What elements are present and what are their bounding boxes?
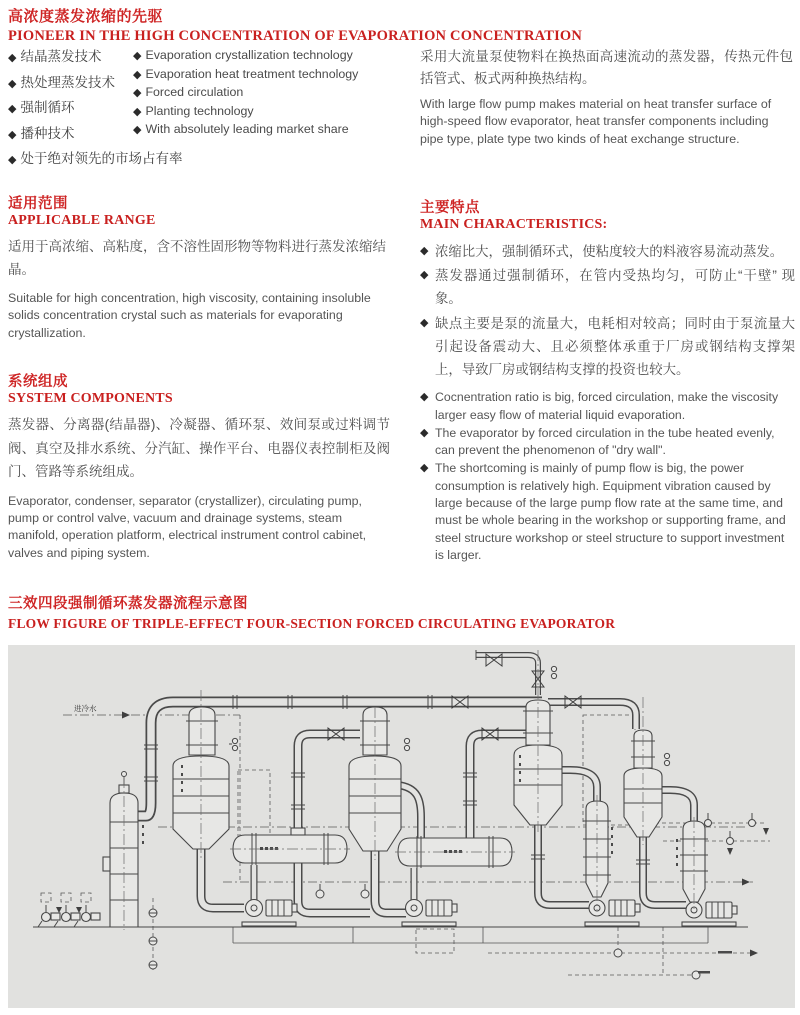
flow-diagram [8, 645, 795, 1008]
main-characteristics-heading-cn: 主要特点 [420, 200, 480, 216]
main-characteristics-bullets-en [420, 389, 795, 564]
list-item: ◆ 结晶蒸发技术 [8, 45, 248, 71]
intro-right-column [420, 46, 793, 148]
water-pumps [38, 893, 100, 927]
intro-title-en: PIONEER IN THE HIGH CONCENTRATION OF EVAPORATION CONCENTRATION [8, 28, 583, 44]
list-item: ◆ With absolutely leading market share [133, 121, 403, 140]
main-characteristics-bullets-cn [420, 240, 795, 381]
list-item: ◆ Forced circulation [133, 84, 403, 103]
list-item: ◆ 处于绝对领先的市场占有率 [8, 147, 248, 173]
flow-figure-heading-cn: 三效四段强制循环蒸发器流程示意图 [8, 596, 248, 612]
vapor-pipe-to-separator4 [548, 702, 636, 729]
separator-4 [624, 730, 670, 837]
applicable-range-heading-cn: 适用范围 [8, 196, 68, 212]
list-item: ◆ 缺点主要是泵的流量大，电耗相对较高；同时由于泵流量大引起设备震动大、且必须整体承重于厂房或钢结构支撑架上，导致厂房或钢结构支撑的投资也较大。 [420, 312, 795, 382]
circulating-pump-4 [682, 902, 737, 926]
intro-paragraph-en: With large flow pump makes material on heat transfer surface of high-speed flow evaporator, heat transfer components including pipe type, plate type two kinds of heat exchange structure. [420, 97, 772, 146]
heat-exchanger-1 [233, 828, 347, 865]
circulating-pump-2 [402, 900, 457, 927]
flow-arrows [56, 712, 769, 957]
circulating-pump-3 [585, 900, 640, 926]
applicable-range-heading-en: APPLICABLE RANGE [8, 213, 156, 228]
pump-discharge-pipes [254, 865, 414, 900]
intro-bullets-en [133, 47, 403, 140]
cold-water-inlet-label: 进冷水 [74, 704, 97, 713]
system-components-heading-cn: 系统组成 [8, 374, 68, 390]
list-item: ◆ 播种技术 [8, 122, 248, 148]
system-components-heading-en: SYSTEM COMPONENTS [8, 391, 173, 406]
condenser-tower [103, 772, 138, 928]
main-characteristics-heading-en: MAIN CHARACTERISTICS: [420, 217, 608, 232]
list-item: ◆ Evaporation heat treatment technology [133, 66, 403, 85]
applicable-range-paragraph-en: Suitable for high concentration, high viscosity, containing insoluble solids concentration crystal such as materials for evaporating crystallization. [8, 291, 371, 340]
applicable-range-paragraph-cn: 适用于高浓缩、高粘度，含不溶性固形物等物料进行蒸发浓缩结晶。 [8, 239, 386, 277]
separator3-top-stub [476, 650, 538, 695]
list-item: ◆ 热处理蒸发技术 [8, 71, 248, 97]
list-item: ◆ 强制循环 [8, 96, 248, 122]
separator-2 [349, 707, 410, 851]
system-components-section [8, 370, 390, 562]
intro-section [8, 5, 582, 45]
intro-title-cn: 高浓度蒸发浓缩的先驱 [8, 8, 164, 25]
flow-figure-heading-en: FLOW FIGURE OF TRIPLE-EFFECT FOUR-SECTION FORCED CIRCULATING EVAPORATOR [8, 616, 616, 631]
separator-1 [173, 707, 238, 849]
list-item: ◆ Cocnentration ratio is big, forced circulation, make the viscosity larger easy flow of material liquid evaporation. [420, 389, 795, 424]
list-item: ◆ 蒸发器通过强制循环，在管内受热均匀，可防止“干壁” 现象。 [420, 264, 795, 310]
system-components-paragraph-en: Evaporator, condenser, separator (crystallizer), circulating pump, pump or control valve, vacuum and drainage systems, steam manifold, operation platform, electrical instrument control cabinet, valves and piping system. [8, 493, 367, 560]
list-item: ◆ 浓缩比大，强制循环式，使粘度较大的料液容易流动蒸发。 [420, 240, 795, 263]
system-components-paragraph-cn: 蒸发器、分离器(结晶器)、冷凝器、循环泵、效间泵或过料调节阀、真空及排水系统、分汽缸、操作平台、电器仪表控制柜及阀门、管路等系统组成。 [8, 417, 390, 479]
flow-diagram-panel [8, 645, 795, 1008]
intro-paragraph-cn: 采用大流量泵使物料在换热面高速流动的蒸发器，传热元件包括管式、板式两种换热结构。 [420, 49, 793, 86]
list-item: ◆ The evaporator by forced circulation in the tube heated evenly, can prevent the phenomenon of "dry wall". [420, 425, 795, 460]
main-characteristics-section [420, 196, 795, 565]
list-item: ◆ The shortcoming is mainly of pump flow is big, the power consumption is relatively high. Equipment vibration caused by large because of the large pump flow rate at the same time, and must be whole bearing in the workshop or supporting frame, and steel structure workshop or steel structure to support investment is larger. [420, 460, 795, 564]
list-item: ◆ Planting technology [133, 103, 403, 122]
applicable-range-section [8, 192, 386, 342]
list-item: ◆ Evaporation crystallization technology [133, 47, 403, 66]
flow-figure-heading [8, 592, 615, 632]
circulating-pump-1 [242, 900, 297, 927]
